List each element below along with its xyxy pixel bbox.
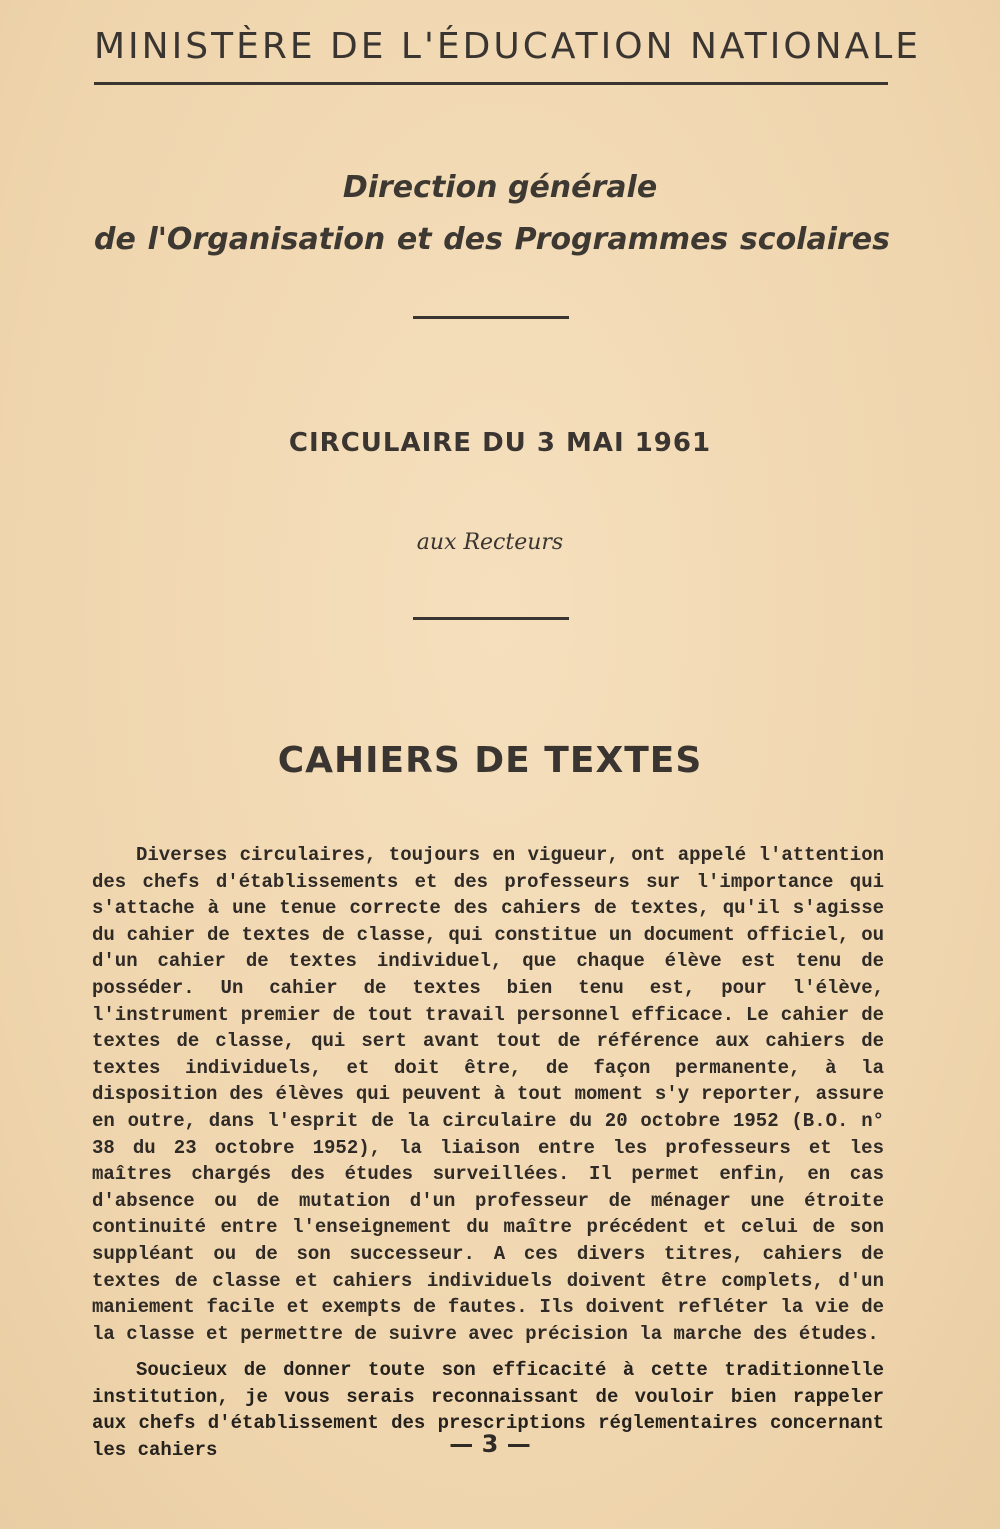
page-number: — 3 — [449, 1430, 531, 1458]
section-divider [413, 617, 569, 620]
circular-title: CIRCULAIRE DU 3 MAI 1961 [288, 428, 712, 458]
main-title: CAHIERS DE TEXTES [277, 740, 703, 781]
direction-title-line-1: Direction générale [342, 170, 658, 205]
circular-recipient: aux Recteurs [416, 530, 564, 555]
paragraph: Diverses circulaires, toujours en vigueur, ont appelé l'attention des chefs d'établissements et des professeurs sur l'importance qui s'attache à une tenue correcte des cahiers de textes, qu'il s'agisse du cahier de textes de classe, qui constitue un document officiel, ou d'un cahier de textes individuel, que chaque élève est tenu de posséder. Un cahier de textes bien tenu est, pour l'élève, l'instrument premier de tout travail personnel efficace. Le cahier de textes de classe, qui sert avant tout de référence aux cahiers de textes individuels, et doit être, de façon permanente, à la disposition des élèves qui peuvent à tout moment s'y reporter, assure en outre, dans l'esprit de la circulaire du 20 octobre 1952 (B.O. n° 38 du 23 octobre 1952), la liaison entre les professeurs et les maîtres chargés des études surveillées. Il permet enfin, en cas d'absence ou de mutation d'un professeur de ménager une étroite continuité entre l'enseignement du maître précédent et celui de son suppléant ou de son successeur. A ces divers titres, cahiers de textes de classe et cahiers individuels doivent être complets, d'un maniement facile et exempts de fautes. Ils doivent refléter la vie de la classe et permettre de suivre avec précision la marche des études. [92, 844, 884, 1345]
paragraph: Soucieux de donner toute son efficacité à cette traditionnelle institution, je vous serais reconnaissant de vouloir bien rappeler aux chefs d'établissement des prescriptions réglementaires concernant les cahiers [92, 1359, 884, 1462]
body-text [92, 842, 884, 1464]
header-divider [94, 82, 888, 85]
section-divider [413, 316, 569, 319]
ministry-heading: MINISTÈRE DE L'ÉDUCATION NATIONALE [94, 26, 922, 67]
direction-title-line-2: de l'Organisation et des Programmes scolaires [94, 222, 890, 257]
